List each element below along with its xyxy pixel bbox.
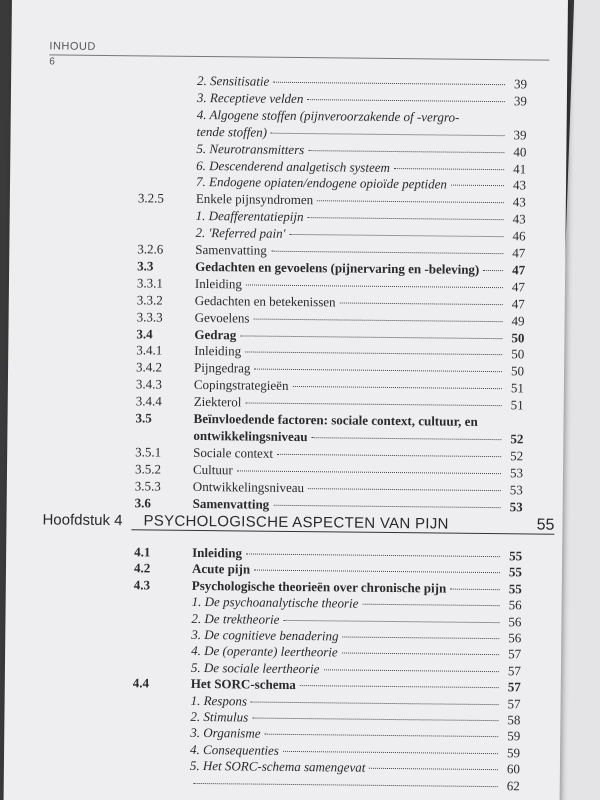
- toc-entry-label: 3. Organisme: [190, 725, 261, 742]
- toc-entry-number: 3.5.1: [135, 444, 162, 460]
- dot-leader: [245, 403, 501, 407]
- toc-entry-number: 3.4.4: [135, 393, 162, 409]
- toc-entry-label: Samenvatting: [195, 241, 267, 258]
- toc-entry-page: 46: [512, 228, 526, 244]
- running-head: INHOUD: [49, 40, 549, 60]
- toc-entry-number: 3.2.5: [137, 190, 164, 206]
- toc-entry-label: Pijngedrag: [194, 360, 251, 376]
- dot-leader: [342, 653, 499, 656]
- toc-entry-page: 56: [508, 613, 522, 629]
- dot-leader: [394, 168, 504, 170]
- book-page: [3, 0, 567, 800]
- toc-entry-label: 6. Descenderend analgetisch systeem: [196, 157, 391, 175]
- dot-leader: [369, 768, 498, 770]
- toc-entry-number: 3.4.1: [136, 342, 163, 358]
- toc-entry-page: 53: [509, 464, 524, 481]
- toc-entry-page: 51: [510, 397, 524, 413]
- toc-entry-label: 5. Het SORC-schema samengevat: [189, 758, 366, 775]
- toc-entry-label: 1. Respons: [190, 692, 248, 709]
- toc-entry-page: 59: [507, 728, 521, 744]
- dot-leader: [317, 201, 504, 204]
- toc-entry-label: Samenvatting: [192, 495, 270, 512]
- chapter-label: Hoofdstuk 4: [42, 511, 123, 530]
- dot-leader: [273, 82, 505, 85]
- toc-entry-page: 53: [509, 481, 523, 497]
- toc-entry-page: 59: [507, 745, 521, 761]
- toc-entry-page: 50: [511, 363, 525, 379]
- dot-leader: [246, 553, 500, 557]
- toc-entry-label: 3. Receptieve velden: [196, 89, 304, 106]
- dot-leader: [340, 302, 503, 305]
- toc-entry-number: 3.4.3: [135, 376, 162, 392]
- dot-leader: [251, 701, 499, 705]
- toc-entry-number: 3.5.2: [134, 461, 162, 477]
- dot-leader: [308, 150, 504, 153]
- toc-entry-page: 57: [507, 663, 522, 679]
- dot-leader: [254, 369, 502, 373]
- toc-entry-label: 2. Stimulus: [190, 708, 249, 725]
- chapter-page: 55: [536, 516, 555, 534]
- toc-entry-number: 3.3: [137, 258, 154, 274]
- toc-entry-label: Gedrag: [194, 326, 237, 342]
- toc-entry-page: 39: [514, 76, 528, 92]
- toc-entry-label: Ontwikkelingsniveau: [192, 478, 305, 495]
- toc-entry-page: 40: [513, 143, 527, 159]
- toc-entry-page: 56: [508, 630, 522, 646]
- toc-entry-page: 43: [512, 194, 526, 210]
- toc-entry-page: 43: [512, 211, 526, 227]
- dot-leader: [194, 783, 498, 787]
- dot-leader: [240, 335, 502, 339]
- toc-entry-label: Beïnvloedende factoren: sociale context, cultuur, en: [193, 410, 478, 429]
- toc-entry-label: Enkele pijnsyndromen: [195, 191, 314, 208]
- toc-entry-label: Acute pijn: [191, 561, 251, 577]
- dot-leader: [451, 185, 504, 187]
- toc-entry-label: Copingstrategieën: [193, 377, 289, 394]
- toc-entry-page: 57: [508, 646, 522, 662]
- dot-leader: [312, 437, 502, 440]
- toc-entry-page: 57: [507, 695, 521, 711]
- toc-entry-label: 1. De psychoanalytische theorie: [191, 594, 359, 611]
- dot-leader: [300, 685, 499, 688]
- toc-entry-label: Ziekterol: [193, 394, 242, 410]
- toc-entry-label: ontwikkelingsniveau: [193, 427, 308, 445]
- toc-entry-number: 4.3: [133, 577, 151, 593]
- toc-entry-page: 39: [513, 126, 527, 143]
- dot-leader: [307, 99, 505, 102]
- toc-entry-page: 50: [511, 329, 525, 345]
- dot-leader: [323, 669, 498, 672]
- toc-entry-label: Inleiding: [192, 544, 243, 561]
- toc-entry-number: 3.4: [136, 325, 153, 341]
- toc-entry-label: 2. De trektheorie: [191, 610, 280, 627]
- dot-leader: [271, 251, 503, 254]
- toc-entry-number: 3.5: [135, 410, 152, 426]
- toc-entry-label: 3. De cognitieve benadering: [191, 626, 339, 644]
- toc-entry-page: 58: [507, 712, 521, 728]
- toc-entry-page: 39: [513, 93, 527, 109]
- toc-entry-label: 4. De (operante) leertheorie: [191, 643, 338, 660]
- toc-entry-number: 4.2: [133, 560, 151, 576]
- toc-entry-label: Het SORC-schema: [190, 676, 296, 693]
- toc-entry-label: Inleiding: [194, 275, 242, 292]
- toc-entry-page: 41: [513, 160, 527, 176]
- toc-entry-number: 4.1: [134, 544, 151, 560]
- dot-leader: [307, 217, 503, 220]
- toc-entry-label: Gedachten en gevoelens (pijnervaring en -beleving): [195, 258, 480, 277]
- dot-leader: [308, 488, 501, 491]
- toc-entry-label: 5. De sociale leertheorie: [190, 659, 320, 677]
- dot-leader: [265, 734, 499, 737]
- toc-entry-label: 2. Sensitisatie: [197, 72, 270, 89]
- toc-entry-page: 55: [508, 564, 523, 580]
- toc-entry-page: 47: [511, 295, 525, 312]
- toc-entry-number: 3.4.2: [136, 359, 163, 375]
- dot-leader: [283, 751, 498, 754]
- dot-leader: [273, 504, 500, 507]
- toc-entry-page: 47: [511, 279, 526, 295]
- toc-entry-number: 4.4: [132, 675, 150, 691]
- toc-entry-label: 4. Algogene stoffen (pijnveroorzakende of -vergro-: [196, 106, 460, 125]
- dot-leader: [254, 570, 500, 574]
- toc-entry-label: 2. 'Referred pain': [195, 225, 286, 241]
- dot-leader: [246, 284, 503, 288]
- toc-entry-page: 50: [511, 346, 525, 362]
- toc-entry-page: 52: [510, 448, 524, 464]
- toc-entry-page: 57: [507, 679, 521, 695]
- toc-entry-label: 7. Endogene opiaten/endogene opioïde peptiden: [195, 174, 448, 192]
- toc-entry-number: 3.6: [134, 494, 152, 510]
- dot-leader: [362, 604, 499, 606]
- dot-leader: [245, 352, 502, 356]
- toc-entry-page: 60: [506, 761, 520, 777]
- dot-leader: [289, 234, 503, 237]
- dot-leader: [483, 270, 503, 271]
- dot-leader: [450, 588, 500, 590]
- toc-entry-label: tende stoffen): [196, 123, 268, 140]
- chapter-heading: [42, 511, 554, 538]
- toc-entry-number: 3.3.2: [136, 292, 163, 308]
- toc-entry-page: 55: [509, 548, 523, 564]
- toc-entry-page: 51: [510, 380, 524, 396]
- dot-leader: [292, 386, 501, 389]
- toc-entry-label: Psychologische theorieën over chronische pijn: [191, 577, 447, 596]
- toc-entry-number: 3.5.3: [134, 477, 161, 494]
- chapter-title: PSYCHOLOGISCHE ASPECTEN VAN PIJN: [143, 512, 449, 533]
- toc-entry-page: 62: [506, 777, 520, 793]
- toc-entry-page: 47: [512, 245, 526, 261]
- toc-entry-page: 47: [512, 262, 526, 278]
- page-number: 6: [49, 56, 55, 68]
- dot-leader: [253, 318, 502, 322]
- toc-entry-page: 49: [511, 312, 525, 328]
- toc-entry-label: Gedachten en betekenissen: [194, 292, 336, 310]
- toc-entry-page: 52: [510, 431, 524, 447]
- toc-entry-label: Cultuur: [192, 461, 233, 478]
- toc-entry-page: 53: [509, 498, 523, 514]
- dot-leader: [283, 619, 499, 622]
- toc-entry-number: 3.3.3: [136, 308, 163, 325]
- toc-entry-page: 56: [508, 597, 522, 613]
- dot-leader: [252, 718, 498, 722]
- dot-leader: [277, 454, 501, 457]
- toc-entry-label: Sociale context: [193, 444, 274, 461]
- toc-entry-page: 55: [508, 581, 522, 597]
- toc-entry-label: 4. Consequenties: [190, 741, 280, 758]
- dot-leader: [271, 132, 505, 135]
- dot-leader: [237, 470, 501, 474]
- toc-entry-label: 1. Deafferentatiepijn: [195, 208, 304, 225]
- toc-entry-number: 3.3.1: [136, 275, 164, 291]
- toc-entry-page: 43: [512, 177, 527, 193]
- toc-entry-label: 5. Neurotransmitters: [196, 140, 305, 157]
- toc-entry-label: Gevoelens: [194, 309, 250, 326]
- toc-entry-number: 3.2.6: [137, 241, 164, 257]
- toc-entry-label: Inleiding: [194, 343, 242, 359]
- dot-leader: [343, 636, 500, 639]
